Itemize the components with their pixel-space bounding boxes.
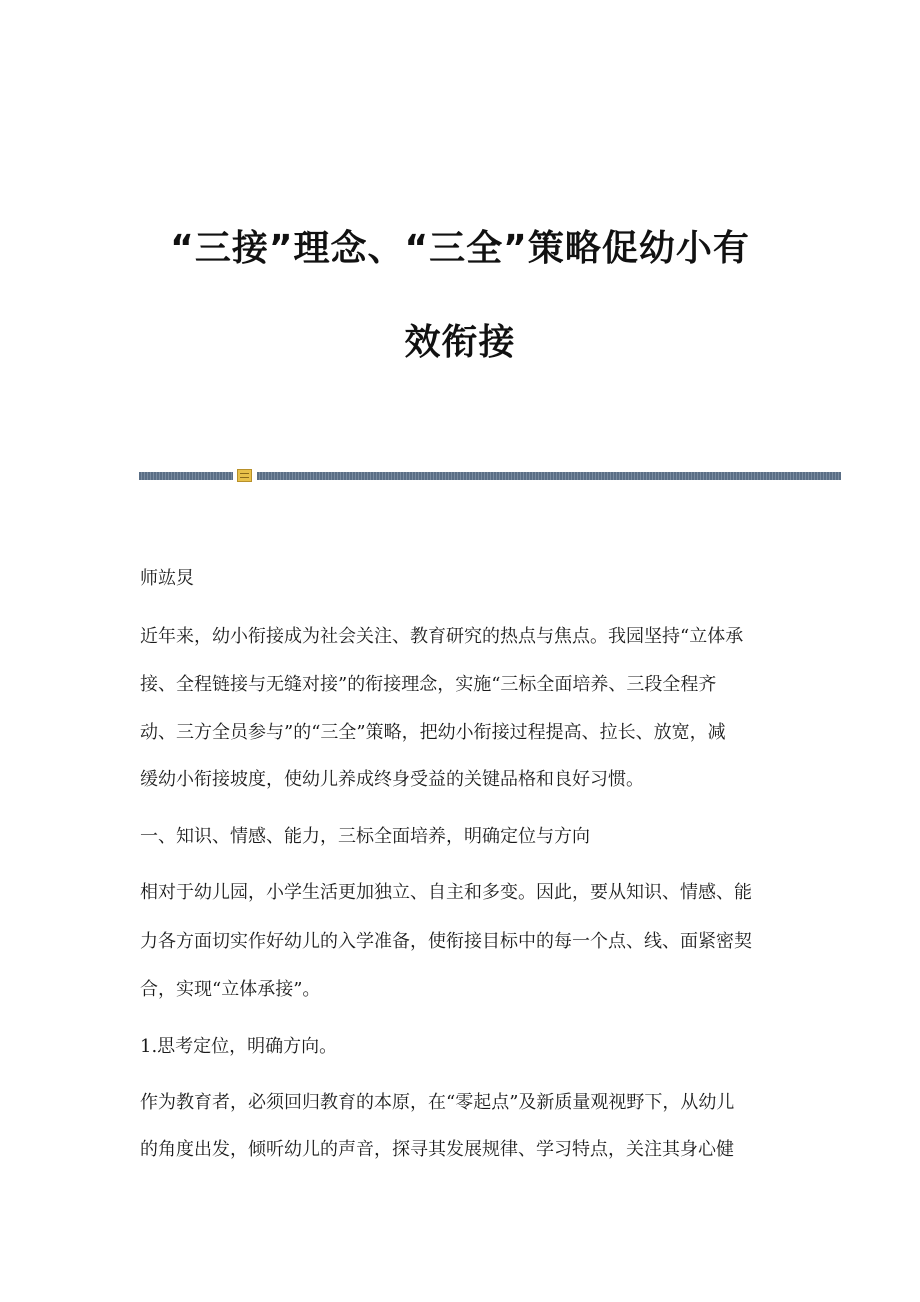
paragraph-line: 接、全程链接与无缝对接”的衔接理念，实施“三标全面培养、三段全程齐 <box>140 674 717 695</box>
paragraph-line: 的角度出发，倾听幼儿的声音，探寻其发展规律、学习特点，关注其身心健 <box>140 1139 734 1160</box>
paragraph-line: 作为教育者，必须回归教育的本原，在“零起点”及新质量观视野下，从幼儿 <box>140 1092 735 1113</box>
paragraph-line: 合，实现“立体承接”。 <box>140 979 321 1000</box>
document-title-line-2: 效衔接 <box>404 322 516 363</box>
paragraph-line: 力各方面切实作好幼儿的入学准备，使衔接目标中的每一个点、线、面紧密契 <box>140 931 752 952</box>
paragraph-line: 动、三方全员参与”的“三全”策略，把幼小衔接过程提高、拉长、放宽，减 <box>140 722 726 743</box>
divider-ornament-icon <box>237 469 252 482</box>
paragraph-line: 近年来，幼小衔接成为社会关注、教育研究的热点与焦点。我园坚持“立体承 <box>140 626 744 647</box>
paragraph-line: 相对于幼儿园，小学生活更加独立、自主和多变。因此，要从知识、情感、能 <box>140 882 752 903</box>
paragraph-line: 缓幼小衔接坡度，使幼儿养成终身受益的关键品格和良好习惯。 <box>140 769 644 790</box>
divider-bar-left <box>139 472 233 480</box>
section-heading: 一、知识、情感、能力，三标全面培养，明确定位与方向 <box>140 826 590 847</box>
subsection-heading: 1.思考定位，明确方向。 <box>140 1036 338 1057</box>
author-name: 师竑炅 <box>140 568 194 589</box>
title-divider <box>139 472 841 480</box>
divider-bar-right <box>257 472 841 480</box>
document-title-line-1: “三接”理念、“三全”策略促幼小有 <box>170 228 750 269</box>
